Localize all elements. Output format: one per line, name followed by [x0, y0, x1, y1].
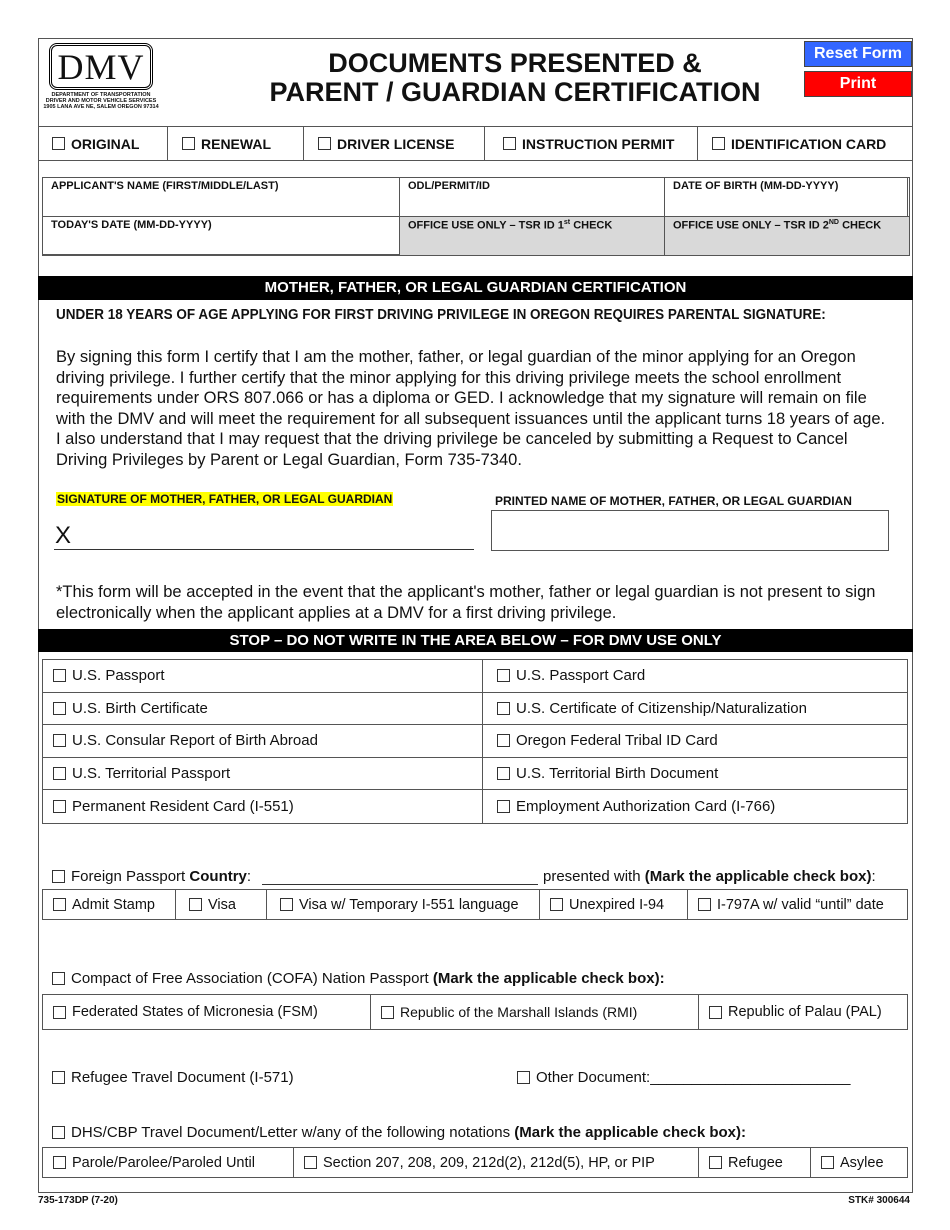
- checkbox[interactable]: [497, 800, 510, 813]
- dob-field[interactable]: [664, 177, 910, 217]
- certification-heading: MOTHER, FATHER, OR LEGAL GUARDIAN CERTIFICATION: [38, 276, 913, 300]
- dmv-use-heading: STOP – DO NOT WRITE IN THE AREA BELOW – FOR DMV USE ONLY: [38, 629, 913, 652]
- table-row: [43, 790, 907, 823]
- checkbox[interactable]: [318, 137, 331, 150]
- office-check2-tail: CHECK: [842, 219, 882, 232]
- option-label: Federated States of Micronesia (FSM): [72, 1004, 318, 1020]
- type-instruction-permit[interactable]: [485, 127, 698, 160]
- type-label: DRIVER LICENSE: [337, 135, 455, 152]
- checkbox[interactable]: [53, 1006, 66, 1019]
- signature-label: SIGNATURE OF MOTHER, FATHER, OR LEGAL GUARDIAN: [57, 492, 393, 506]
- checkbox[interactable]: [517, 1071, 530, 1084]
- odl-label: ODL/PERMIT/ID: [408, 180, 490, 192]
- doc-option[interactable]: [43, 660, 483, 692]
- doc-option[interactable]: [483, 660, 907, 692]
- option-label: Republic of Palau (PAL): [728, 1004, 882, 1020]
- type-label: RENEWAL: [201, 135, 271, 152]
- doc-label: U.S. Certificate of Citizenship/Naturalization: [516, 699, 807, 717]
- doc-label: U.S. Territorial Passport: [72, 765, 231, 783]
- title-line2: PARENT / GUARDIAN CERTIFICATION: [269, 77, 761, 107]
- table-row: [43, 660, 907, 693]
- cofa-line: [52, 970, 665, 987]
- today-date-field[interactable]: [42, 216, 400, 256]
- checkbox[interactable]: [550, 898, 563, 911]
- checkbox[interactable]: [53, 734, 66, 747]
- checkbox[interactable]: [53, 1156, 66, 1169]
- logo-line1: DEPARTMENT OF TRANSPORTATION: [51, 92, 151, 98]
- today-date-label: TODAY'S DATE (MM-DD-YYYY): [51, 219, 212, 231]
- checkbox[interactable]: [52, 137, 65, 150]
- office-check2-field: [664, 216, 910, 256]
- doc-label: U.S. Consular Report of Birth Abroad: [72, 732, 318, 750]
- option-label: I-797A w/ valid “until” date: [717, 896, 884, 913]
- foreign-options-row: [42, 889, 908, 920]
- foreign-option[interactable]: [43, 890, 176, 919]
- presented-with-text: presented with (Mark the applicable check box):: [543, 868, 876, 885]
- presented-label: presented with: [543, 868, 641, 885]
- type-label: ORIGINAL: [71, 135, 140, 152]
- office-check2-sup: ND: [828, 219, 839, 226]
- dhs-option[interactable]: [43, 1148, 294, 1177]
- dhs-option[interactable]: [294, 1148, 699, 1177]
- table-row: [43, 758, 907, 791]
- print-button[interactable]: Print: [804, 71, 912, 97]
- foreign-option[interactable]: [267, 890, 540, 919]
- cofa-label: Compact of Free Association (COFA) Nation Passport: [71, 970, 429, 987]
- option-label: Unexpired I-94: [569, 896, 665, 913]
- checkbox[interactable]: [182, 137, 195, 150]
- type-driver-license[interactable]: [304, 127, 485, 160]
- doc-label: Permanent Resident Card (I-551): [72, 798, 294, 816]
- office-check1-label: OFFICE USE ONLY – TSR ID: [408, 219, 555, 232]
- checkbox[interactable]: [52, 870, 65, 883]
- option-label: Republic of the Marshall Islands (RMI): [400, 1004, 638, 1020]
- checkbox[interactable]: [280, 898, 293, 911]
- logo-badge: [49, 43, 153, 90]
- type-label: INSTRUCTION PERMIT: [522, 135, 675, 152]
- checkbox[interactable]: [53, 702, 66, 715]
- checkbox[interactable]: [52, 972, 65, 985]
- office-check2-label: OFFICE USE ONLY – TSR ID 2: [673, 219, 829, 232]
- applicant-name-field[interactable]: [42, 177, 400, 217]
- logo-line3: 1905 LANA AVE NE, SALEM OREGON 97314: [43, 104, 159, 110]
- option-label: Visa w/ Temporary I-551 language: [299, 896, 519, 913]
- type-original[interactable]: [38, 127, 168, 160]
- dhs-line: [52, 1124, 746, 1141]
- checkbox[interactable]: [497, 767, 510, 780]
- documents-table: [42, 659, 908, 824]
- doc-option[interactable]: [43, 758, 483, 790]
- table-row: [43, 725, 907, 758]
- doc-option[interactable]: [43, 790, 483, 823]
- doc-option[interactable]: [483, 790, 907, 823]
- checkbox[interactable]: [189, 898, 202, 911]
- cofa-option[interactable]: [371, 995, 699, 1029]
- country-input-line[interactable]: [262, 884, 538, 885]
- logo-line2: DRIVER AND MOTOR VEHICLE SERVICES: [45, 98, 157, 104]
- dhs-options-row: [42, 1147, 908, 1178]
- checkbox[interactable]: [304, 1156, 317, 1169]
- doc-label: Employment Authorization Card (I-766): [516, 798, 776, 816]
- doc-label: U.S. Birth Certificate: [72, 699, 208, 717]
- option-label: Admit Stamp: [72, 896, 155, 913]
- checkbox[interactable]: [52, 1126, 65, 1139]
- foreign-option[interactable]: [688, 890, 907, 919]
- checkbox[interactable]: [497, 669, 510, 682]
- doc-option[interactable]: [483, 693, 907, 725]
- mark-instruction: (Mark the applicable check box): [644, 868, 872, 885]
- doc-label: U.S. Passport Card: [516, 667, 646, 685]
- type-renewal[interactable]: [168, 127, 304, 160]
- doc-option[interactable]: [43, 725, 483, 757]
- office-check1-tail: CHECK: [573, 219, 613, 232]
- office-check1-sup: st: [563, 219, 571, 226]
- doc-option[interactable]: [43, 693, 483, 725]
- applicant-name-label: APPLICANT'S NAME (FIRST/MIDDLE/LAST): [51, 180, 279, 192]
- type-identification-card[interactable]: [698, 127, 913, 160]
- form-number: 735-173DP (7-20): [38, 1195, 118, 1206]
- certification-subheading: UNDER 18 YEARS OF AGE APPLYING FOR FIRST DRIVING PRIVILEGE IN OREGON REQUIRES PARENTAL SIGNATURE:: [56, 307, 826, 323]
- refugee-travel-doc[interactable]: [52, 1069, 294, 1086]
- doc-option[interactable]: [483, 725, 907, 757]
- checkbox[interactable]: [709, 1006, 722, 1019]
- stock-number: STK# 300644: [848, 1195, 910, 1206]
- mark-instruction: (Mark the applicable check box):: [514, 1124, 747, 1141]
- applicant-grid: [42, 177, 908, 255]
- office-check1-field: [399, 216, 665, 256]
- checkbox[interactable]: [53, 669, 66, 682]
- certification-note: *This form will be accepted in the event that the applicant's mother, father or legal guardian is not present to sign electronically when the applicant applies at a DMV for a first driving privilege.: [56, 583, 876, 622]
- cofa-options-row: [42, 994, 908, 1030]
- checkbox[interactable]: [712, 137, 725, 150]
- signature-line[interactable]: [54, 549, 474, 550]
- printed-name-input[interactable]: [491, 510, 889, 551]
- reset-form-button[interactable]: Reset Form: [804, 41, 912, 67]
- printed-name-label: PRINTED NAME OF MOTHER, FATHER, OR LEGAL GUARDIAN: [495, 494, 852, 508]
- doc-label: U.S. Passport: [72, 667, 165, 685]
- dob-label: DATE OF BIRTH (MM-DD-YYYY): [673, 180, 839, 192]
- type-row: [38, 126, 913, 161]
- checkbox[interactable]: [698, 898, 711, 911]
- doc-label: Oregon Federal Tribal ID Card: [516, 732, 718, 750]
- foreign-passport-label: Foreign Passport: [71, 868, 186, 885]
- country-label: Country: [189, 868, 247, 885]
- checkbox[interactable]: [497, 734, 510, 747]
- signature-mark: X: [55, 522, 72, 549]
- refugee-doc-label: Refugee Travel Document (I-571): [71, 1069, 294, 1086]
- option-label: Parole/Parolee/Paroled Until: [72, 1154, 255, 1171]
- checkbox[interactable]: [709, 1156, 722, 1169]
- option-label: Refugee: [728, 1154, 783, 1171]
- table-row: [43, 693, 907, 726]
- checkbox[interactable]: [503, 137, 516, 150]
- dhs-option[interactable]: [699, 1148, 811, 1177]
- office-check1-num: 1: [557, 219, 564, 232]
- dmv-logo: [42, 43, 160, 113]
- dhs-label: DHS/CBP Travel Document/Letter w/any of the following notations: [71, 1124, 511, 1141]
- other-document[interactable]: [517, 1069, 850, 1086]
- checkbox[interactable]: [52, 1071, 65, 1084]
- option-label: Section 207, 208, 209, 212d(2), 212d(5), HP, or PIP: [323, 1154, 655, 1171]
- checkbox[interactable]: [53, 767, 66, 780]
- checkbox[interactable]: [53, 898, 66, 911]
- checkbox[interactable]: [381, 1006, 394, 1019]
- title-line1: DOCUMENTS PRESENTED &: [328, 48, 702, 78]
- option-label: Visa: [208, 896, 236, 913]
- option-label: Asylee: [840, 1154, 884, 1171]
- logo-text: DMV: [57, 46, 145, 87]
- dhs-option[interactable]: [811, 1148, 907, 1177]
- certification-body: By signing this form I certify that I am the mother, father, or legal guardian of the minor applying for an Oregon driving privilege. I further certify that the minor applying for this driving privilege meets the school enrollment requirements under ORS 807.066 or has a diploma or GED. I acknowledge that my signature will remain on file with the DMV and will meet the requirement for all subsequent issuances until the applicant turns 18 years of age. I also understand that I may request that the driving privilege be canceled by submitting a Request to Cancel Driving Privileges by Parent or Legal Guardian, Form 735-7340.: [56, 348, 886, 469]
- foreign-option[interactable]: [540, 890, 688, 919]
- checkbox[interactable]: [497, 702, 510, 715]
- mark-instruction: (Mark the applicable check box):: [432, 970, 665, 987]
- type-label: IDENTIFICATION CARD: [731, 135, 887, 152]
- other-doc-label: Other Document:________________________: [536, 1069, 851, 1086]
- doc-label: U.S. Territorial Birth Document: [516, 765, 719, 783]
- doc-option[interactable]: [483, 758, 907, 790]
- foreign-passport-line: Foreign Passport Country:: [52, 868, 251, 885]
- checkbox[interactable]: [821, 1156, 834, 1169]
- checkbox[interactable]: [53, 800, 66, 813]
- odl-field[interactable]: [399, 177, 665, 217]
- cofa-option[interactable]: [699, 995, 907, 1029]
- cofa-option[interactable]: [43, 995, 371, 1029]
- foreign-option[interactable]: [176, 890, 267, 919]
